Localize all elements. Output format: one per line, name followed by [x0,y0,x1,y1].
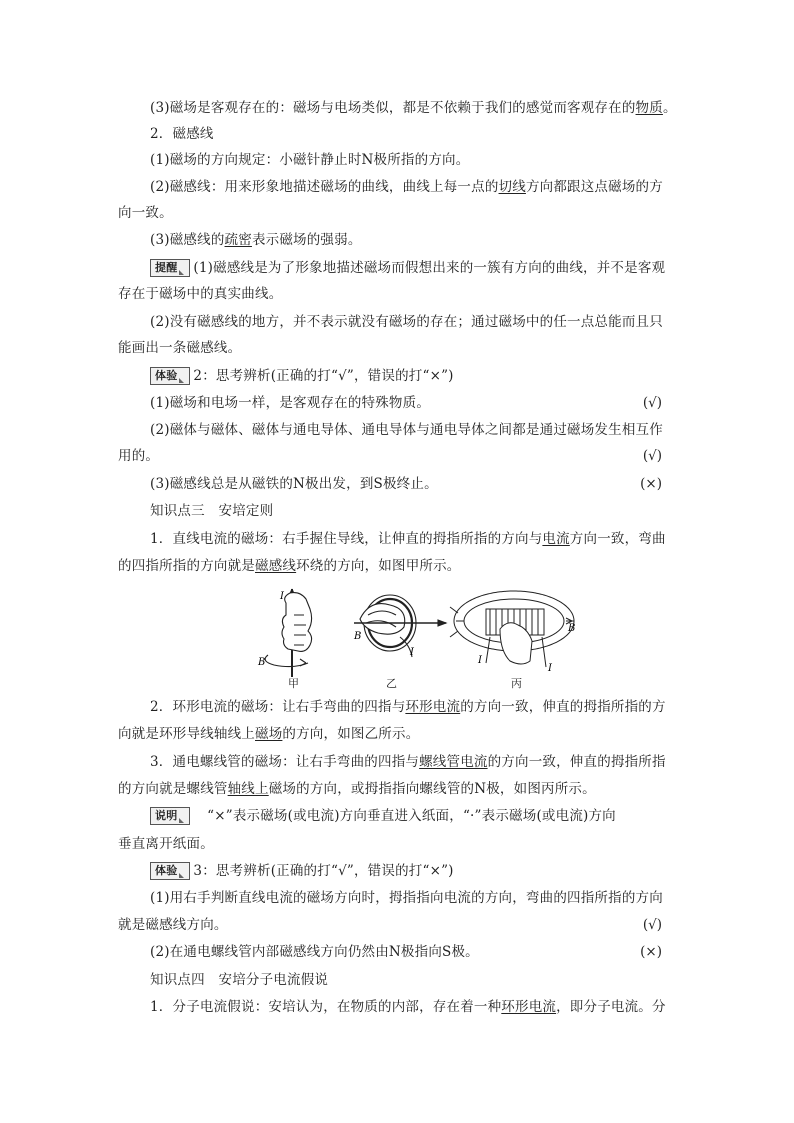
text-line: 向一致。 [118,205,173,221]
svg-text:B: B [568,623,576,634]
text-line: (1)磁场的方向规定：小磁针静止时N极所指的方向。 [150,152,470,168]
svg-text:I: I [478,655,482,666]
answer-mark: (√) [642,395,662,411]
figure-caption-bing: 丙 [511,677,522,690]
reminder-tag: 提醒 [150,259,190,277]
exercise-item: (3)磁感线总是从磁铁的N极出发，到S极终止。 [150,476,438,492]
section-heading: 知识点四 安培分子电流假说 [150,972,329,988]
svg-text:I: I [280,591,284,602]
figure-drawing [250,585,580,685]
text-line: (2)磁感线：用来形象地描述磁场的曲线，曲线上每一点的切线方向都跟这点磁场的方 [150,179,663,195]
svg-text:I: I [410,647,414,658]
text-line: 向就是环形导线轴线上磁场的方向，如图乙所示。 [118,726,420,742]
text-line: 存在于磁场中的真实曲线。 [118,286,283,302]
straight-wire-diagram [265,589,312,677]
text-line: (2)没有磁感线的地方，并不表示就没有磁场的存在；通过磁场中的任一点总能而且只 [150,314,663,330]
text-line: 垂直离开纸面。 [118,836,214,852]
explanation-note: 说明 “×”表示磁场(或电流)方向垂直进入纸面，“·”表示磁场(或电流)方向 [150,806,616,826]
text-line: 3．通电螺线管的磁场：让右手弯曲的四指与螺线管电流的方向一致，伸直的拇指所指 [150,754,666,770]
text-line: 1．分子电流假说：安培认为，在物质的内部，存在着一种环形电流，即分子电流。分 [150,999,666,1015]
text-line: (3)磁感线的疏密表示磁场的强弱。 [150,232,362,248]
reminder-note: 提醒 (1)磁感线是为了形象地描述磁场而假想出来的一簇有方向的曲线，并不是客观 [150,258,665,278]
section-heading: 知识点三 安培定则 [150,503,274,519]
answer-mark: (√) [642,448,662,464]
explanation-tag: 说明 [150,807,190,825]
figure-caption-jia: 甲 [288,677,299,690]
figure-caption-yi: 乙 [386,677,397,690]
svg-text:B: B [258,657,266,668]
answer-mark: (×) [640,476,662,492]
text-line: 的方向就是螺线管轴线上磁场的方向，或拇指指向螺线管的N极，如图丙所示。 [118,781,596,797]
text-line: 就是磁感线方向。 [118,917,228,933]
section-heading: 2．磁感线 [150,126,214,142]
solenoid-diagram [450,591,574,667]
exercise-tag: 体验 [150,862,190,880]
exercise-item: (2)在通电螺线管内部磁感线方向仍然由N极指向S极。 [150,944,479,960]
svg-text:B: B [354,631,362,642]
answer-mark: (√) [642,917,662,933]
svg-text:I: I [548,663,552,674]
text-line: 用的。 [118,448,160,464]
answer-mark: (×) [640,944,662,960]
exercise-heading: 体验 3：思考辨析(正确的打“√”，错误的打“×”) [150,861,454,881]
text-line: 能画出一条磁感线。 [118,340,242,356]
ring-current-diagram [354,595,446,657]
exercise-item: (1)磁场和电场一样，是客观存在的特殊物质。 [150,395,431,411]
text-line: 的四指所指的方向就是磁感线环绕的方向，如图甲所示。 [118,558,461,574]
exercise-tag: 体验 [150,367,190,385]
exercise-item: (2)磁体与磁体、磁体与通电导体、通电导体与通电导体之间都是通过磁场发生相互作 [150,422,663,438]
text-line: 2．环形电流的磁场：让右手弯曲的四指与环形电流的方向一致，伸直的拇指所指的方 [150,699,666,715]
ampere-rule-figure [250,585,580,685]
exercise-heading: 体验 2：思考辨析(正确的打“√”，错误的打“×”) [150,366,454,386]
text-line: (3)磁场是客观存在的：磁场与电场类似，都是不依赖于我们的感觉而客观存在的物质。 [150,100,677,116]
text-line: 1．直线电流的磁场：右手握住导线，让伸直的拇指所指的方向与电流方向一致，弯曲 [150,531,666,547]
exercise-item: (1)用右手判断直线电流的磁场方向时，拇指指向电流的方向，弯曲的四指所指的方向 [150,890,663,906]
